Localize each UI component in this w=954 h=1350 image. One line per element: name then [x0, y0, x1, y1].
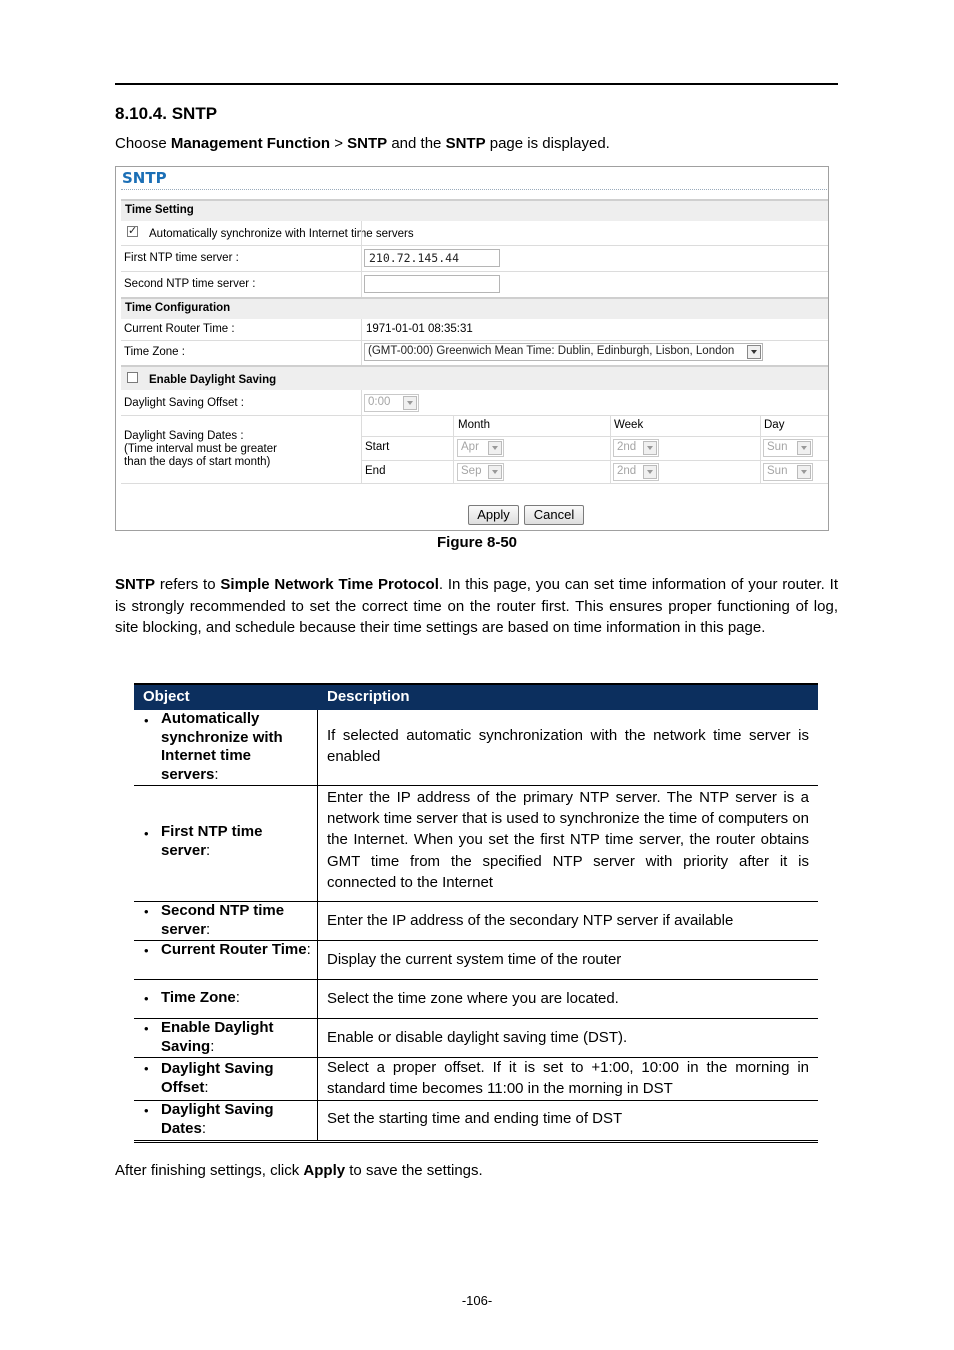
chevron-down-icon — [488, 441, 502, 455]
auto-sync-label: Automatically synchronize with Internet time servers — [149, 228, 414, 240]
current-time-value: 1971-01-01 08:35:31 — [366, 323, 473, 335]
enable-daylight-label: Enable Daylight Saving — [149, 374, 277, 386]
figure-caption: Figure 8-50 — [436, 534, 518, 551]
chevron-down-icon — [643, 441, 657, 455]
start-day-select[interactable]: Sun — [763, 439, 813, 457]
second-ntp-label: Second NTP time server : — [124, 278, 256, 290]
time-zone-label: Time Zone : — [124, 346, 185, 358]
offset-label: Daylight Saving Offset : — [124, 397, 244, 409]
chevron-down-icon — [797, 465, 811, 479]
header-description: Description — [327, 688, 410, 705]
end-day-select[interactable]: Sun — [763, 463, 813, 481]
sntp-screenshot — [115, 166, 829, 531]
col-day-header: Day — [764, 419, 785, 431]
table-row: • Second NTP time server: Enter the IP address of the secondary NTP server if available — [134, 902, 818, 941]
row-divider — [121, 483, 828, 484]
chevron-down-icon — [747, 345, 761, 359]
table-row: • Daylight Saving Dates: Set the starting time and ending time of DST — [134, 1101, 818, 1140]
row-divider — [361, 436, 828, 437]
end-week-select[interactable]: 2nd — [613, 463, 659, 481]
col-week-header: Week — [614, 419, 644, 431]
end-month-select[interactable]: Sep — [457, 463, 504, 481]
section-heading: 8.10.4. SNTP — [115, 104, 218, 123]
chevron-down-icon — [403, 396, 417, 410]
time-zone-value: (GMT-00:00) Greenwich Mean Time: Dublin, Edinburgh, Lisbon, London — [368, 345, 735, 357]
column-divider — [361, 390, 362, 483]
row-divider — [121, 415, 828, 416]
table-row: • Automatically synchronize with Internet time servers: If selected automatic synchronization with the network time server is enabled — [134, 710, 818, 786]
column-divider — [361, 319, 362, 365]
grid-line — [610, 415, 611, 483]
chevron-down-icon — [488, 465, 502, 479]
start-month-select[interactable]: Apr — [457, 439, 504, 457]
row-divider — [121, 340, 828, 341]
chevron-down-icon — [643, 465, 657, 479]
time-zone-select[interactable] — [364, 343, 763, 361]
intro-text: Choose Management Function > SNTP and the SNTP page is displayed. — [115, 135, 610, 152]
title-divider — [121, 189, 827, 190]
first-ntp-label: First NTP time server : — [124, 252, 239, 264]
current-time-label: Current Router Time : — [124, 323, 235, 335]
sntp-title: SNTP — [122, 169, 167, 187]
row-divider — [121, 271, 828, 272]
start-week-select[interactable]: 2nd — [613, 439, 659, 457]
dates-label: Daylight Saving Dates : (Time interval must be greater than the days of start month) — [124, 430, 277, 468]
offset-value: 0:00 — [368, 396, 391, 408]
table-row: • Daylight Saving Offset: Select a proper offset. If it is set to +1:00, 10:00 in the morning in standard time becomes 11:00 in the morning in DST — [134, 1058, 818, 1101]
time-configuration-band — [121, 297, 828, 319]
time-setting-label: Time Setting — [125, 204, 194, 216]
column-divider — [361, 221, 362, 297]
table-row: • Current Router Time: Display the current system time of the router — [134, 941, 818, 980]
table-row: • First NTP time server: Enter the IP address of the primary NTP server. The NTP server is a network time server that is used to synchronize the time of computers on the Internet. When you set the first NTP time server, the router obtains GMT time from the specified NTP server with priority after it is connected to the Internet — [134, 786, 818, 902]
cancel-button[interactable]: Cancel — [524, 505, 584, 525]
row-divider — [121, 245, 828, 246]
first-ntp-input[interactable]: 210.72.145.44 — [364, 249, 500, 267]
row-divider — [361, 460, 828, 461]
time-setting-band — [121, 199, 828, 221]
end-label: End — [365, 465, 386, 477]
offset-select[interactable] — [364, 394, 419, 412]
description-paragraph: SNTP refers to Simple Network Time Protocol. In this page, you can set time information of your router. It is strongly recommended to set the correct time on the router first. This ensures proper functioning of log, site blocking, and schedule because their time settings are based on time information in this page. — [115, 576, 838, 636]
grid-line — [453, 415, 454, 483]
table-bottom-rule — [134, 1140, 818, 1143]
time-configuration-label: Time Configuration — [125, 302, 231, 314]
auto-sync-checkbox[interactable] — [127, 226, 138, 237]
enable-daylight-checkbox[interactable] — [127, 372, 138, 383]
chevron-down-icon — [797, 441, 811, 455]
apply-button[interactable]: Apply — [468, 505, 519, 525]
page-number: -106- — [461, 1293, 493, 1308]
header-object: Object — [143, 688, 190, 705]
col-month-header: Month — [458, 419, 490, 431]
table-row: • Time Zone: Select the time zone where you are located. — [134, 980, 818, 1019]
start-label: Start — [365, 441, 390, 453]
second-ntp-input[interactable] — [364, 275, 500, 293]
grid-line — [760, 415, 761, 483]
table-header — [134, 683, 818, 710]
header-rule — [115, 83, 838, 85]
closing-text: After finishing settings, click Apply to save the settings. — [115, 1162, 483, 1179]
table-row: • Enable Daylight Saving: Enable or disable daylight saving time (DST). — [134, 1019, 818, 1058]
